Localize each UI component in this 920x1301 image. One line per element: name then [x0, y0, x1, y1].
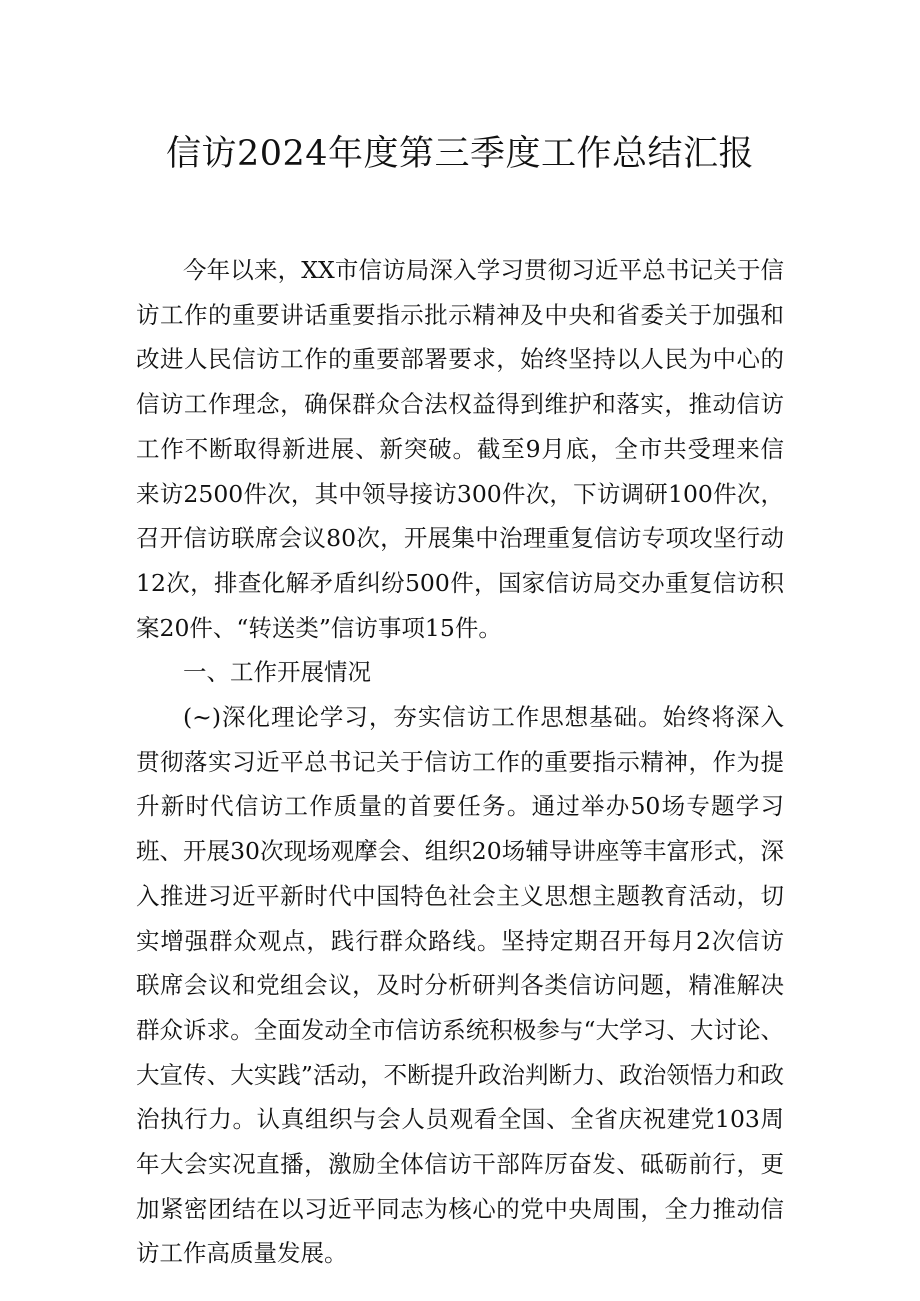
document-body: [136, 248, 784, 1276]
section-heading: 一、工作开展情况: [183, 658, 371, 687]
intro-paragraph: 今年以来，XX市信访局深入学习贯彻习近平总书记关于信访工作的重要讲话重要指示批示精神及中央和省委关于加强和改进人民信访工作的重要部署要求，始终坚持以人民为中心的信访工作理念，确保群众合法权益得到维护和落实，推动信访工作不断取得新进展、新突破。截至9月底，全市共受理来信来访2500件次，其中领导接访300件次，下访调研100件次，召开信访联席会议80次，开展集中治理重复信访专项攻坚行动12次，排查化解矛盾纠纷500件，国家信访局交办重复信访积案20件、“转送类”信访事项15件。: [136, 256, 784, 642]
section-paragraph: (~)深化理论学习，夯实信访工作思想基础。始终将深入贯彻落实习近平总书记关于信访工作的重要指示精神，作为提升新时代信访工作质量的首要任务。通过举办50场专题学习班、开展30次现场观摩会、组织20场辅导讲座等丰富形式，深入推进习近平新时代中国特色社会主义思想主题教育活动，切实增强群众观点，践行群众路线。坚持定期召开每月2次信访联席会议和党组会议，及时分析研判各类信访问题，精准解决群众诉求。全面发动全市信访系统积极参与“大学习、大讨论、大宣传、大实践”活动，不断提升政治判断力、政治领悟力和政治执行力。认真组织与会人员观看全国、全省庆祝建党103周年大会实况直播，激励全体信访干部阵厉奋发、砥砺前行，更加紧密团结在以习近平同志为核心的党中央周围，全力推动信访工作高质量发展。: [136, 703, 784, 1268]
document-title: 信访2024年度第三季度工作总结汇报: [165, 134, 755, 174]
